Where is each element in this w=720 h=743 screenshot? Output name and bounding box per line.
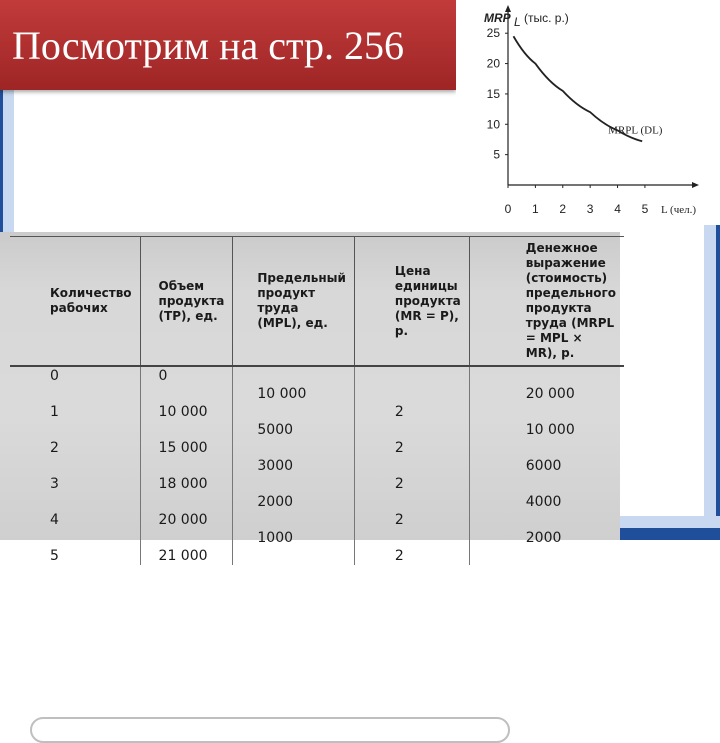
header-marginal-product: Предельный продукт труда (MPL), ед.	[233, 237, 355, 367]
table-cell: 20 000	[140, 511, 233, 529]
table-cell	[10, 529, 140, 547]
table-row	[10, 493, 624, 511]
table-cell: 2	[50, 440, 59, 456]
table-cell	[469, 403, 624, 421]
table-cell	[140, 529, 233, 547]
table-cell	[10, 457, 140, 475]
bottom-frame-decoration	[614, 516, 720, 540]
y-axis-label: MRP	[484, 11, 511, 25]
table-cell	[354, 529, 469, 547]
table-cell: 2000	[469, 529, 624, 547]
header-mrp: Денежное выражение (стоимость) предельного продукта труда (MRPL = MPL × MR), р.	[469, 237, 624, 367]
table-row	[10, 457, 624, 475]
table-cell	[354, 457, 469, 475]
table-row	[10, 529, 624, 547]
table-header-row	[10, 237, 624, 367]
table-row	[10, 403, 624, 421]
table-cell: 20 000	[469, 385, 624, 403]
x-axis-arrow	[692, 182, 699, 188]
table-cell	[469, 547, 624, 565]
table-cell	[233, 475, 355, 493]
table-row	[10, 366, 624, 385]
bleed-through-text	[30, 717, 510, 743]
series-label: MRPL (DL)	[608, 124, 663, 137]
table-cell: 4	[50, 512, 59, 528]
table-body	[10, 366, 624, 565]
table-cell	[233, 547, 355, 565]
x-tick-label: 5	[641, 202, 649, 216]
x-tick-label: 3	[586, 202, 594, 216]
table-cell: 10 000	[233, 385, 355, 403]
table-cell: 4000	[469, 493, 624, 511]
table-cell: 2	[354, 511, 469, 529]
table-row	[10, 475, 624, 493]
table-cell	[354, 421, 469, 439]
y-axis-label-sub: L	[514, 15, 521, 29]
y-axis-unit: (тыс. р.)	[524, 11, 569, 25]
title-banner	[0, 0, 456, 90]
table-cell: 0	[50, 368, 59, 384]
x-tick-label: 2	[559, 202, 567, 216]
table-cell: 10 000	[469, 421, 624, 439]
table-cell	[469, 475, 624, 493]
y-tick-label: 5	[493, 147, 500, 162]
table-row	[10, 547, 624, 565]
table-cell	[233, 439, 355, 457]
slide-title: Посмотрим на стр. 256	[12, 23, 404, 68]
y-tick-label: 15	[486, 86, 500, 101]
table-row	[10, 439, 624, 457]
table-cell: 5000	[233, 421, 355, 439]
table-cell	[469, 366, 624, 385]
header-total-product: Объем продукта (TP), ед.	[140, 237, 233, 367]
table-cell: 6000	[469, 457, 624, 475]
table-cell: 1	[50, 404, 59, 420]
table-cell: 2	[354, 547, 469, 565]
y-tick-label: 10	[486, 117, 500, 132]
y-tick-label: 25	[486, 26, 500, 41]
table-cell: 15 000	[140, 439, 233, 457]
table-cell	[233, 403, 355, 421]
table-cell: 3000	[233, 457, 355, 475]
table-cell	[469, 439, 624, 457]
table-cell: 0	[140, 366, 233, 385]
mrp-chart	[456, 0, 720, 225]
header-price: Цена единицы продукта (MR = P), р.	[354, 237, 469, 367]
x-tick-label: 4	[614, 202, 621, 216]
x-tick-label: 1	[532, 202, 539, 216]
scanned-table-image	[0, 232, 620, 564]
right-frame-decoration	[698, 225, 720, 540]
header-workers: Количество рабочих	[10, 237, 140, 367]
table-cell	[233, 511, 355, 529]
table-row	[10, 421, 624, 439]
table-cell: 2	[354, 439, 469, 457]
table-cell	[140, 457, 233, 475]
table-cell: 1000	[233, 529, 355, 547]
table-cell	[140, 421, 233, 439]
table-cell	[233, 366, 355, 385]
table-cell	[10, 421, 140, 439]
table-cell	[354, 385, 469, 403]
table-cell: 18 000	[140, 475, 233, 493]
table-cell	[469, 511, 624, 529]
table-cell: 2	[354, 403, 469, 421]
x-axis-label: L (чел.)	[661, 204, 697, 216]
mrp-table	[10, 236, 624, 565]
table-cell	[354, 493, 469, 511]
table-cell	[10, 385, 140, 403]
table-cell: 3	[50, 476, 59, 492]
mrp-chart-svg	[456, 0, 720, 225]
table-cell: 10 000	[140, 403, 233, 421]
x-tick-label: 0	[504, 202, 512, 216]
table-cell	[10, 493, 140, 511]
table-row	[10, 385, 624, 403]
table-cell	[140, 385, 233, 403]
y-tick-label: 20	[486, 56, 500, 71]
table-cell: 21 000	[140, 547, 233, 565]
table-cell: 5	[50, 548, 59, 564]
table-cell	[140, 493, 233, 511]
table-cell: 2	[354, 475, 469, 493]
table-row	[10, 511, 624, 529]
table-cell: 2000	[233, 493, 355, 511]
table-cell	[354, 366, 469, 385]
